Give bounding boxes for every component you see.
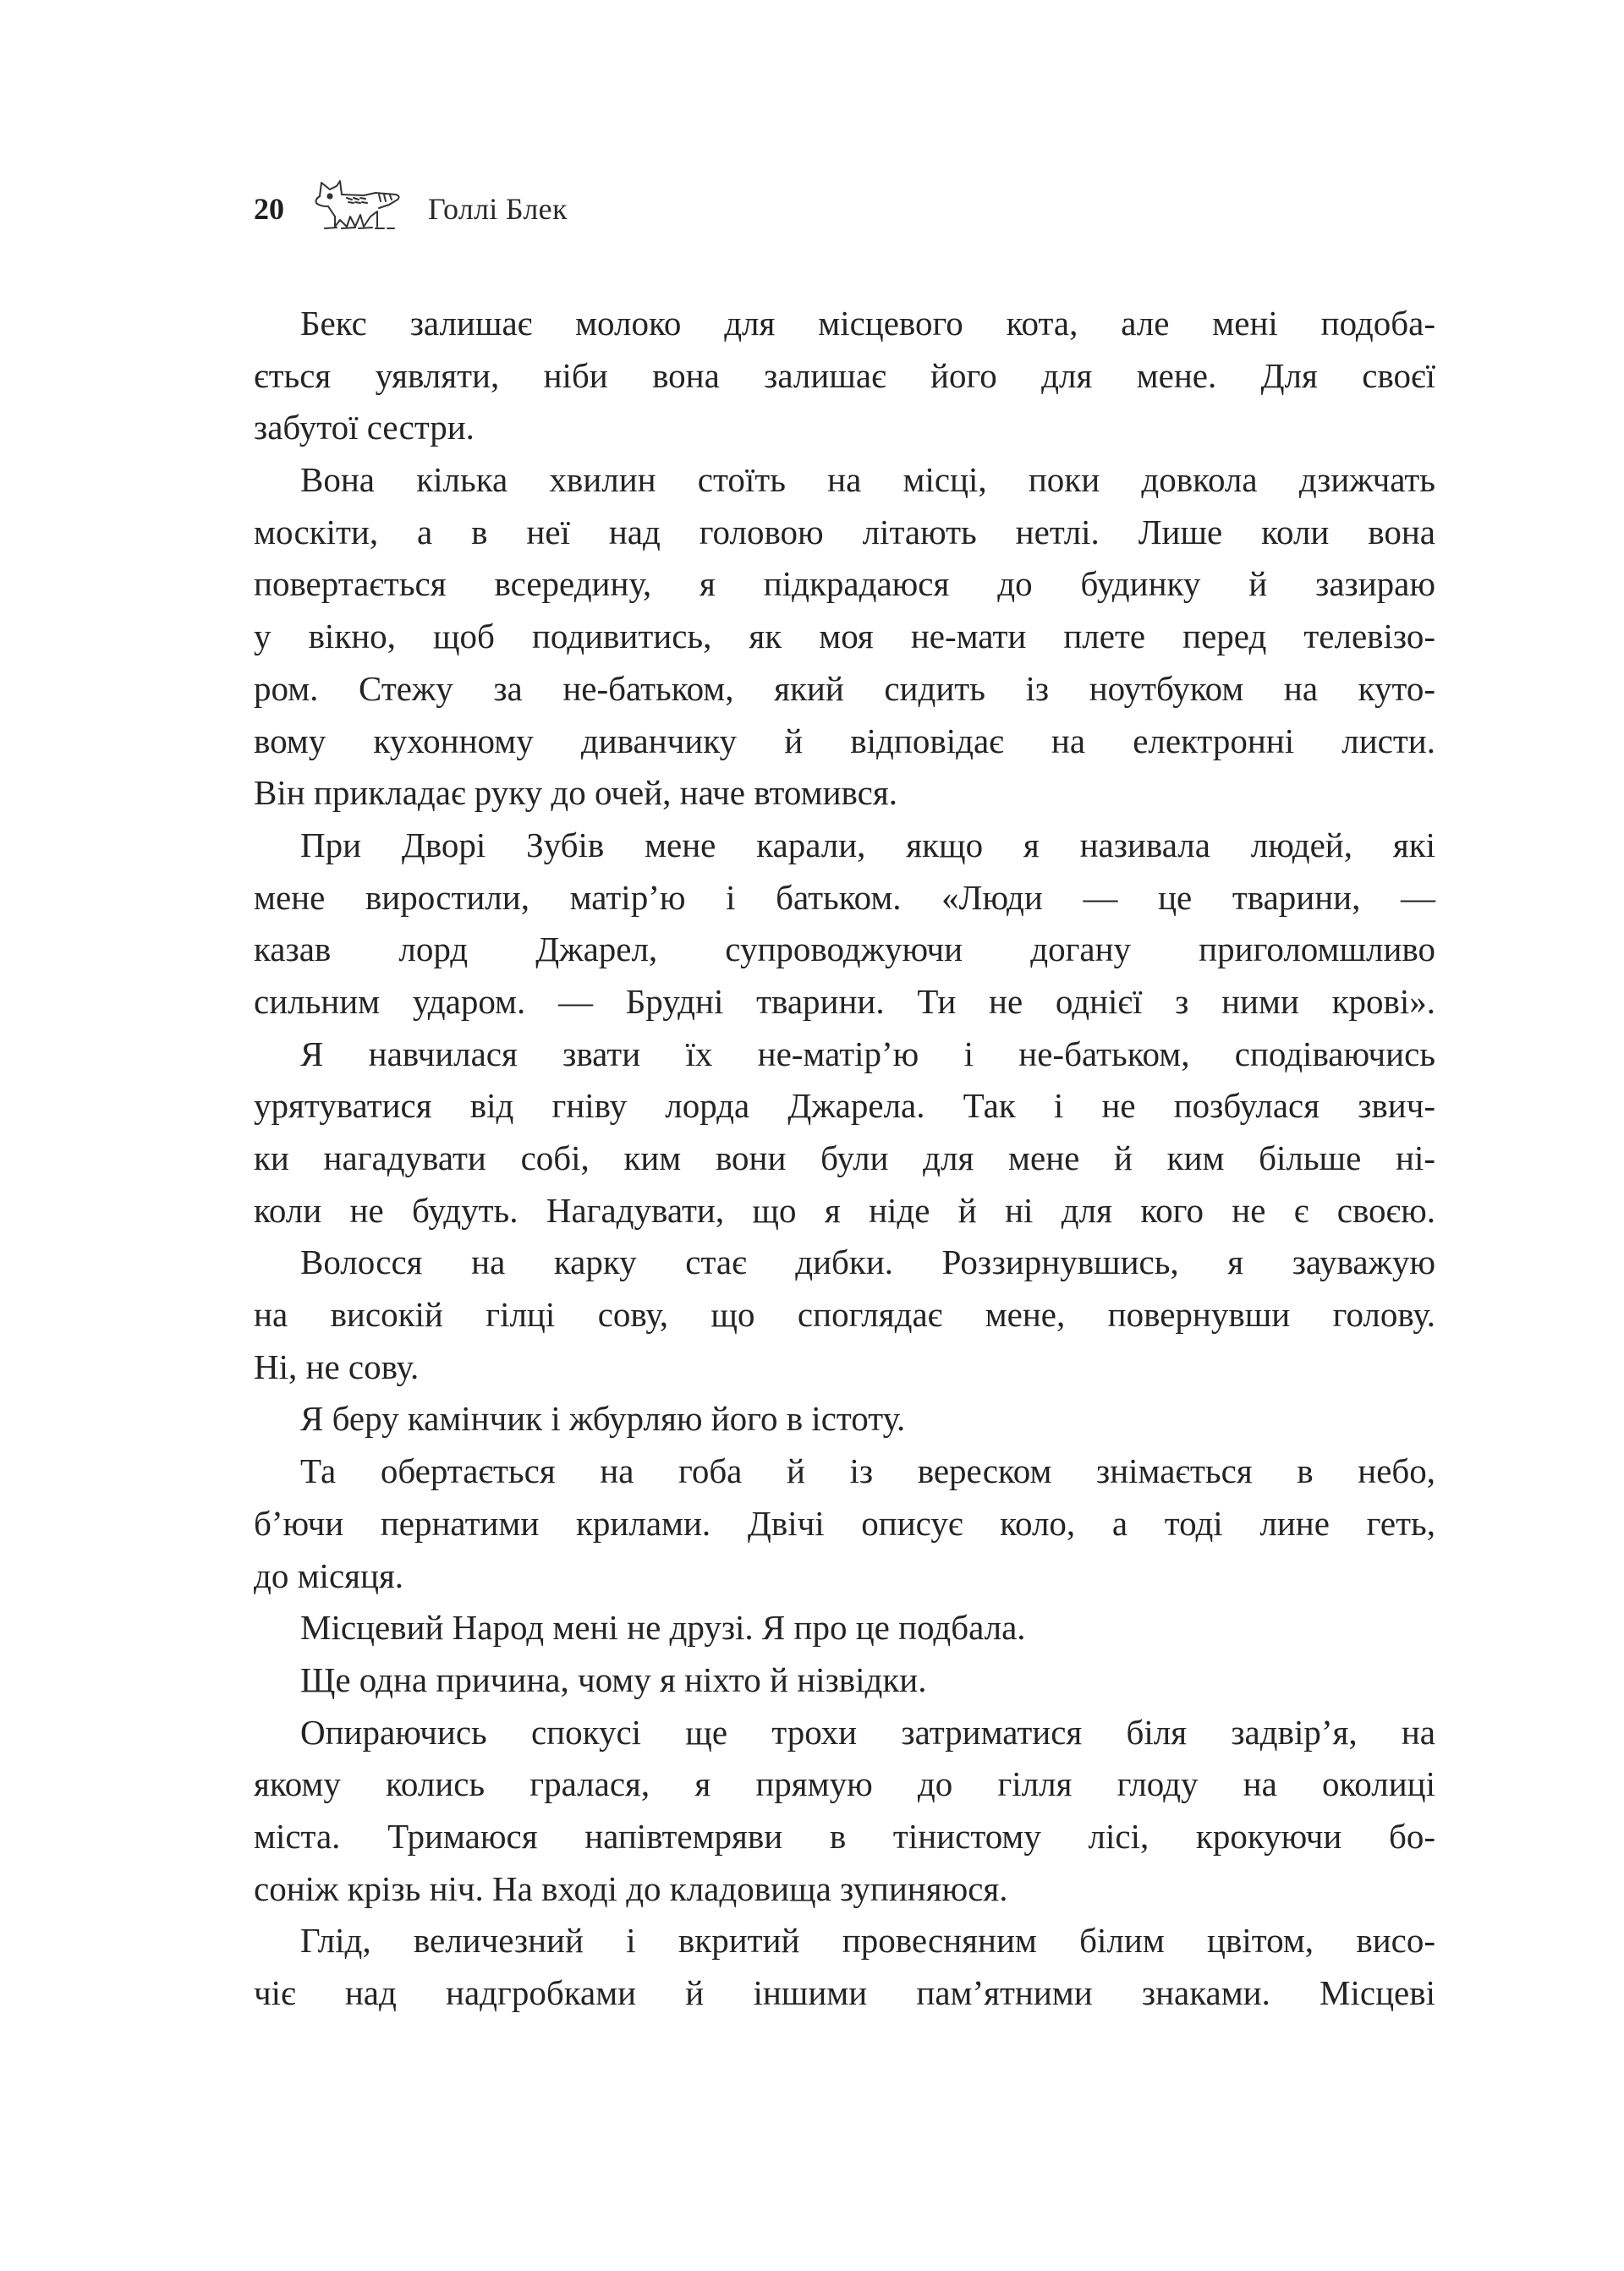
text-line bbox=[254, 976, 1435, 1029]
text-line-content: урятуватися від гніву лорда Джарела. Так і не позбулася звич- bbox=[254, 1086, 1435, 1126]
text-line bbox=[254, 1654, 1435, 1707]
text-line-content: коли не будуть. Нагадувати, що я ніде й ні для кого не є своєю. bbox=[254, 1190, 1435, 1230]
text-line bbox=[254, 1498, 1435, 1550]
text-line bbox=[254, 1445, 1435, 1498]
text-line bbox=[254, 1863, 1435, 1916]
text-line-content: Бекс залишає молоко для місцевого кота, але мені подоба- bbox=[300, 304, 1435, 343]
text-line bbox=[254, 454, 1435, 507]
text-line-content: на високій гілці сову, що споглядає мене, повернувши голову. bbox=[254, 1295, 1435, 1335]
book-author: Голлі Блек bbox=[428, 191, 568, 226]
text-line-content: вому кухонному диванчику й відповідає на електронні листи. bbox=[254, 721, 1435, 760]
running-head bbox=[254, 173, 568, 237]
text-line bbox=[254, 1029, 1435, 1081]
text-line bbox=[254, 716, 1435, 768]
text-line bbox=[254, 1915, 1435, 1967]
text-line bbox=[254, 611, 1435, 663]
text-line-content: Волосся на карку стає дибки. Роззирнувшись, я зауважую bbox=[300, 1242, 1435, 1282]
text-line bbox=[254, 767, 1435, 820]
text-line bbox=[254, 1811, 1435, 1863]
text-line-content: москіти, а в неї над головою літають нетлі. Лише коли вона bbox=[254, 512, 1435, 551]
text-line-content: Місцевий Народ мені не друзі. Я про це подбала. bbox=[300, 1608, 1026, 1648]
text-line-content: чіє над надгробками й іншими памʼятними знаками. Місцеві bbox=[254, 1973, 1435, 2012]
text-line-content: Та обертається на гоба й із вереском знімається в небо, bbox=[300, 1451, 1435, 1491]
text-line bbox=[254, 558, 1435, 611]
text-line bbox=[254, 1550, 1435, 1603]
text-line-content: ки нагадувати собі, ким вони були для мене й ким більше ні- bbox=[254, 1138, 1435, 1177]
text-line bbox=[254, 663, 1435, 716]
text-line-content: міста. Тримаюся напівтемряви в тінистому лісі, крокуючи бо- bbox=[254, 1816, 1435, 1856]
text-line-content: бʼючи пернатими крилами. Двічі описує коло, а тоді лине геть, bbox=[254, 1503, 1435, 1543]
text-line bbox=[254, 350, 1435, 403]
text-line bbox=[254, 1967, 1435, 2020]
text-line bbox=[254, 1758, 1435, 1811]
text-line-content: соніж крізь ніч. На вході до кладовища зупиняюся. bbox=[254, 1868, 1008, 1908]
text-line-content: Глід, величезний і вкритий провесняним білим цвітом, висо- bbox=[300, 1921, 1435, 1961]
text-line bbox=[254, 1341, 1435, 1394]
text-line-content: мене виростили, матірʼю і батьком. «Люди — це тварини, — bbox=[254, 877, 1435, 917]
text-line bbox=[254, 1133, 1435, 1185]
text-line-content: Ні, не сову. bbox=[254, 1347, 420, 1386]
page-number: 20 bbox=[254, 191, 284, 226]
text-line bbox=[254, 872, 1435, 924]
text-line-content: Він прикладає руку до очей, наче втомився. bbox=[254, 773, 897, 813]
text-line-content: до місяця. bbox=[254, 1555, 404, 1595]
text-line bbox=[254, 1707, 1435, 1759]
text-line-content: Я беру камінчик і жбурляю його в істоту. bbox=[300, 1399, 906, 1439]
body-text bbox=[254, 298, 1435, 2020]
text-line bbox=[254, 1080, 1435, 1133]
text-line-content: ром. Стежу за не-батьком, який сидить із ноутбуком на куто- bbox=[254, 668, 1435, 708]
text-line bbox=[254, 298, 1435, 350]
text-line-content: Ще одна причина, чому я ніхто й нізвідки. bbox=[300, 1659, 927, 1699]
text-line bbox=[254, 820, 1435, 872]
text-line bbox=[254, 924, 1435, 976]
text-line-content: Вона кілька хвилин стоїть на місці, поки довкола дзижчать bbox=[300, 460, 1435, 500]
text-line-content: ється уявляти, ніби вона залишає його для мене. Для своєї bbox=[254, 355, 1435, 395]
text-line bbox=[254, 402, 1435, 454]
text-line-content: Я навчилася звати їх не-матірʼю і не-батьком, сподіваючись bbox=[300, 1034, 1435, 1073]
text-line bbox=[254, 1393, 1435, 1445]
text-line bbox=[254, 1602, 1435, 1654]
text-line-content: Опираючись спокусі ще трохи затриматися біля задвірʼя, на bbox=[300, 1712, 1435, 1752]
text-line-content: сильним ударом. — Брудні тварини. Ти не однієї з ними крові». bbox=[254, 981, 1435, 1021]
text-line-content: забутої сестри. bbox=[254, 408, 475, 447]
text-line-content: казав лорд Джарел, супроводжуючи догану приголомшливо bbox=[254, 930, 1435, 969]
text-line bbox=[254, 1185, 1435, 1237]
text-line-content: у вікно, щоб подивитись, як моя не-мати плете перед телевізо- bbox=[254, 617, 1435, 656]
text-line-content: якому колись гралася, я прямую до гілля глоду на околиці bbox=[254, 1764, 1435, 1804]
text-line-content: При Дворі Зубів мене карали, якщо я називала людей, які bbox=[300, 825, 1435, 864]
cat-illustration-icon bbox=[311, 178, 403, 233]
text-line bbox=[254, 507, 1435, 559]
text-line bbox=[254, 1289, 1435, 1341]
text-line-content: повертається всередину, я підкрадаюся до будинку й зазираю bbox=[254, 564, 1435, 604]
text-line bbox=[254, 1237, 1435, 1289]
